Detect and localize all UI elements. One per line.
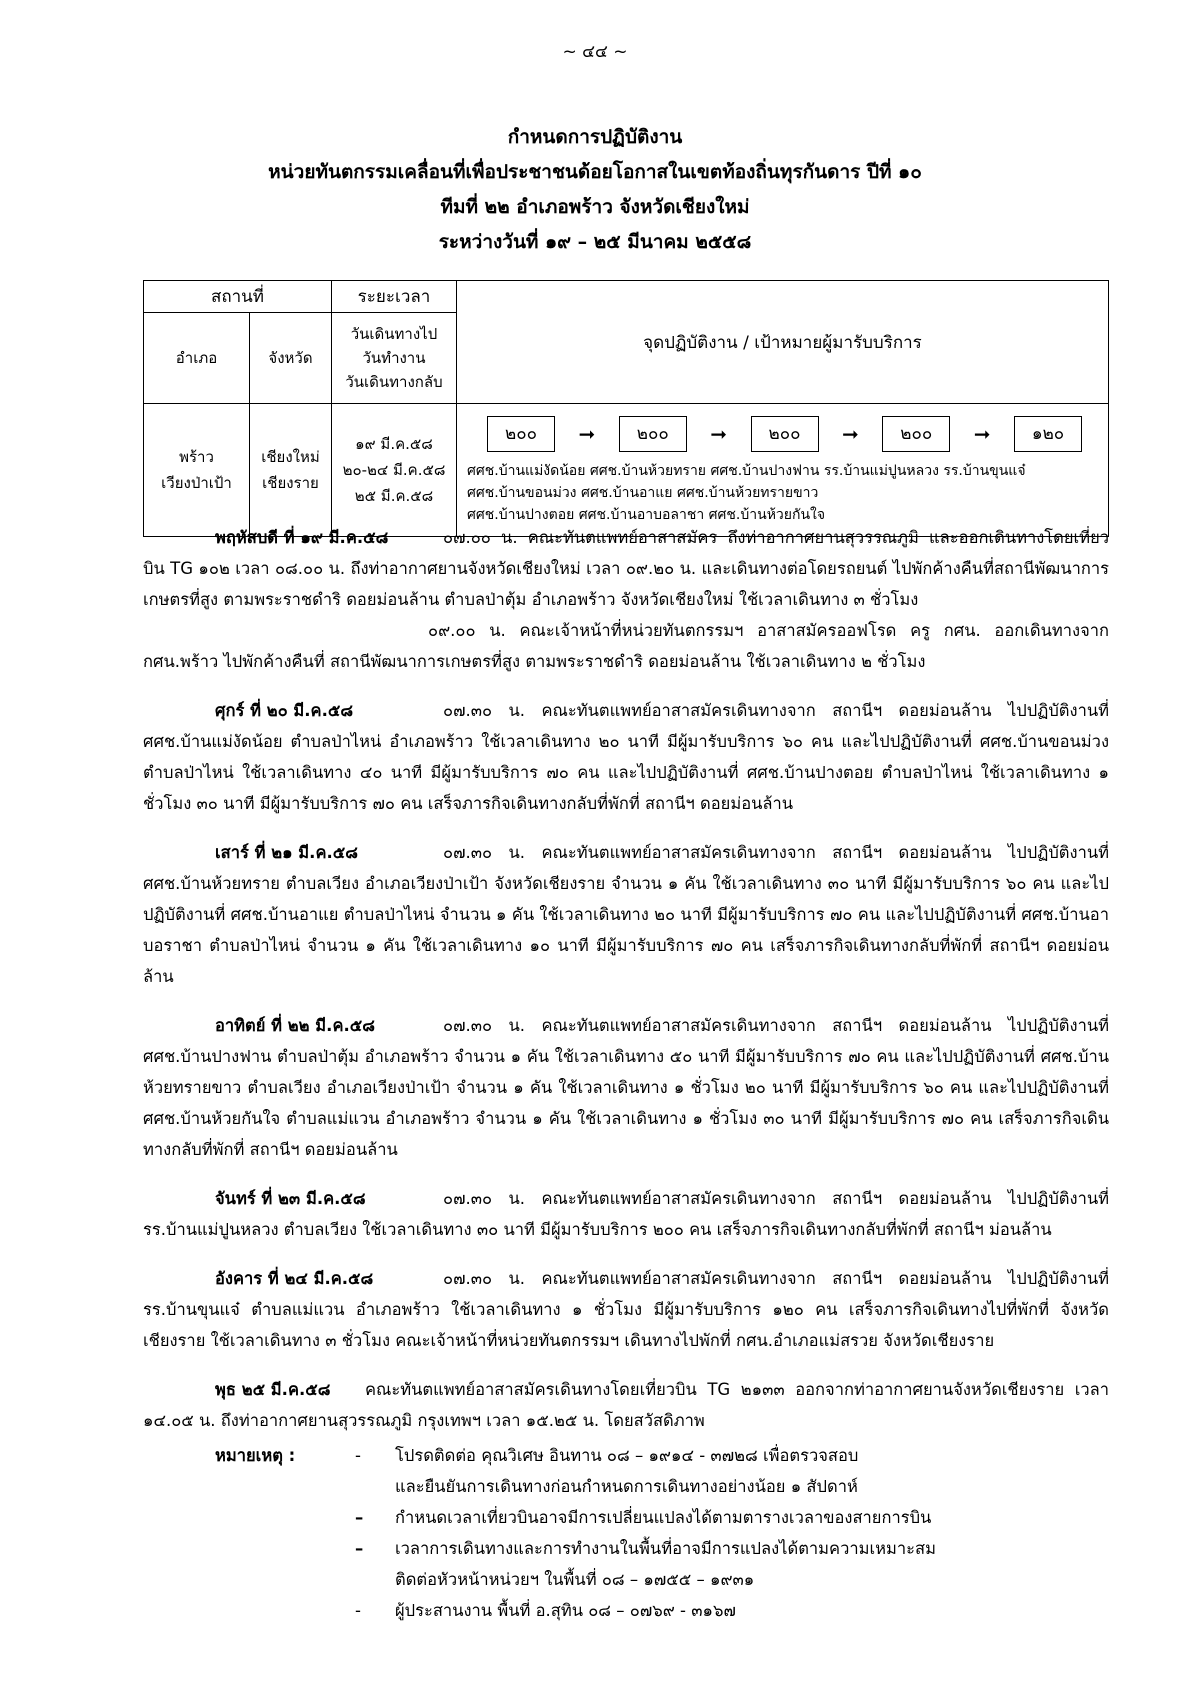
note-spacer (355, 1564, 395, 1595)
header-period: ระยะเวลา (332, 281, 457, 313)
right-arrow-icon: ➞ (710, 422, 727, 446)
note-row (215, 1564, 936, 1595)
header-place: สถานที่ (144, 281, 332, 313)
note-spacer (215, 1502, 355, 1533)
places-line-1: ศศช.บ้านแม่งัดน้อย ศศช.บ้านห้วยทราย ศศช.บ้านปางฟาน รร.บ้านแม่ปูนหลวง รร.บ้านขุนแจ๋ (467, 463, 1026, 479)
note-dash: – (355, 1508, 364, 1527)
notes-label: หมายเหตุ : (215, 1446, 296, 1465)
day-label: ศุกร์ ที่ ๒๐ มี.ค.๕๘ (215, 701, 354, 720)
note-row (215, 1533, 936, 1564)
right-arrow-icon: ➞ (578, 422, 596, 446)
province-1: เชียงใหม่ (261, 448, 320, 466)
note-dash: – (355, 1539, 364, 1558)
daily-schedule (143, 522, 1109, 1454)
note-1b: และยืนยันการเดินทางก่อนกำหนดการเดินทางอย่างน้อย ๑ สัปดาห์ (395, 1477, 858, 1496)
places-line-3: ศศช.บ้านปางตอย ศศช.บ้านอาบอลาชา ศศช.บ้านห้วยกันใจ (467, 507, 826, 523)
date-work: ๒๐-๒๔ มี.ค.๕๘ (342, 461, 446, 479)
note-spacer (215, 1595, 355, 1626)
note-spacer (215, 1471, 355, 1502)
date-travel-back: ๒๕ มี.ค.๕๘ (354, 487, 434, 505)
day-text: ๐๗.๐๐ น. คณะทันตแพทย์อาสาสมัคร ถึงท่าอากาศยานสุวรรณภูมิ และออกเดินทางโดยเที่ยวบิน TG ๑๐๒ เวลา ๐๘.๐๐ น. ถึงท่าอากาศยานจังหวัดเชียงใหม่ เวลา ๐๙.๒๐ น. และเดินทางต่อโดยรถยนต์ ไปพักค้างคืนที่สถานีพัฒนาการเกษตรที่สูง ตามพระราชดำริ ดอยม่อนล้าน ตำบลป่าตุ้ม อำเภอพร้าว จังหวัดเชียงใหม่ ใช้เวลาเดินทาง ๓ ชั่วโมง (143, 528, 1109, 609)
note-spacer (215, 1564, 355, 1595)
district-1: พร้าว (179, 448, 214, 466)
document-title (0, 120, 1190, 260)
day-label: เสาร์ ที่ ๒๑ มี.ค.๕๘ (215, 843, 358, 862)
page-number: ~ ๔๔ ~ (562, 42, 628, 62)
district-2: เวียงป่าเป้า (161, 474, 232, 492)
note-dash: - (355, 1446, 361, 1465)
target-flow (487, 416, 1082, 452)
day-label: พุธ ๒๕ มี.ค.๕๘ (215, 1380, 331, 1399)
day-entry (143, 1010, 1109, 1165)
header-target: จุดปฏิบัติงาน / เป้าหมายผู้มารับบริการ (457, 281, 1109, 404)
note-row (215, 1595, 936, 1626)
day-text: ๐๗.๓๐ น. คณะทันตแพทย์อาสาสมัครเดินทางจาก สถานีฯ ดอยม่อนล้าน ไปปฏิบัติงานที่ ศศช.บ้านแม่งัดน้อย ตำบลป่าไหน่ อำเภอพร้าว ใช้เวลาเดินทาง ๒๐ นาที มีผู้มารับบริการ ๖๐ คน และไปปฏิบัติงานที่ ศศช.บ้านขอนม่วง ตำบลป่าไหน่ ใช้เวลาเดินทาง ๔๐ นาที มีผู้มารับบริการ ๗๐ คน และไปปฏิบัติงานที่ ศศช.บ้านปางตอย ตำบลป่าไหน่ ใช้เวลาเดินทาง ๑ ชั่วโมง ๓๐ นาที มีผู้มารับบริการ ๗๐ คน เสร็จภารกิจเดินทางกลับที่พักที่ สถานีฯ ดอยม่อนล้าน (143, 701, 1109, 813)
notes-section (215, 1440, 936, 1626)
target-box: ๒๐๐ (487, 416, 555, 452)
title-line-2: หน่วยทันตกรรมเคลื่อนที่เพื่อประชาชนด้อยโอกาสในเขตท้องถิ่นทุรกันดาร ปีที่ ๑๐ (268, 161, 922, 183)
day-entry (143, 1263, 1109, 1356)
note-3a: เวลาการเดินทางและการทำงานในพื้นที่อาจมีการแปลงได้ตามความเหมาะสม (395, 1539, 936, 1558)
right-arrow-icon: ➞ (841, 422, 859, 446)
note-dash: - (355, 1601, 361, 1620)
title-line-3: ทีมที่ ๒๒ อำเภอพร้าว จังหวัดเชียงใหม่ (440, 196, 750, 218)
day-entry (143, 695, 1109, 819)
header-province: จังหวัด (250, 313, 332, 404)
header-travel-out: วันเดินทางไป (350, 325, 438, 343)
note-row (215, 1502, 936, 1533)
day-label: จันทร์ ที่ ๒๓ มี.ค.๕๘ (215, 1189, 366, 1208)
day-label: อาทิตย์ ที่ ๒๒ มี.ค.๕๘ (215, 1016, 375, 1035)
day-text: ๐๗.๓๐ น. คณะทันตแพทย์อาสาสมัครเดินทางจาก สถานีฯ ดอยม่อนล้าน ไปปฏิบัติงานที่ รร.บ้านแม่ปูนหลวง ตำบลเวียง ใช้เวลาเดินทาง ๓๐ นาที มีผู้มารับบริการ ๒๐๐ คน เสร็จภารกิจเดินทางกลับที่พักที่ สถานีฯ ม่อนล้าน (143, 1189, 1109, 1239)
cell-targets (457, 404, 1109, 537)
header-dates (332, 313, 457, 404)
day-entry-continued (143, 615, 1109, 677)
cell-dates (332, 404, 457, 537)
province-2: เชียงราย (262, 474, 319, 492)
cell-district (144, 404, 250, 537)
target-box: ๒๐๐ (751, 416, 819, 452)
title-line-4: ระหว่างวันที่ ๑๙ – ๒๕ มีนาคม ๒๕๕๘ (438, 231, 752, 253)
day-entry (143, 1183, 1109, 1245)
note-4: ผู้ประสานงาน พื้นที่ อ.สุทิน ๐๘ – ๐๗๖๙ - ๓๑๖๗ (395, 1601, 736, 1620)
day-entry (143, 1374, 1109, 1436)
note-3b: ติดต่อหัวหน้าหน่วยฯ ในพื้นที่ ๐๘ – ๑๗๕๕ – ๑๙๓๑ (395, 1570, 755, 1589)
day-text: ๐๗.๓๐ น. คณะทันตแพทย์อาสาสมัครเดินทางจาก สถานีฯ ดอยม่อนล้าน ไปปฏิบัติงานที่ ศศช.บ้านห้วยทราย ตำบลเวียง อำเภอเวียงป่าเป้า จังหวัดเชียงราย จำนวน ๑ คัน ใช้เวลาเดินทาง ๓๐ นาที มีผู้มารับบริการ ๖๐ คน และไปปฏิบัติงานที่ ศศช.บ้านอาแย ตำบลป่าไหน่ จำนวน ๑ คัน ใช้เวลาเดินทาง ๒๐ นาที มีผู้มารับบริการ ๗๐ คน และไปปฏิบัติงานที่ ศศช.บ้านอาบอราชา ตำบลป่าไหน่ จำนวน ๑ คัน ใช้เวลาเดินทาง ๑๐ นาที มีผู้มารับบริการ ๗๐ คน เสร็จภารกิจเดินทางกลับที่พักที่ สถานีฯ ดอยม่อนล้าน (143, 843, 1109, 986)
day-text: คณะทันตแพทย์อาสาสมัครเดินทางโดยเที่ยวบิน TG ๒๑๓๓ ออกจากท่าอากาศยานจังหวัดเชียงราย เวลา ๑๔.๐๕ น. ถึงท่าอากาศยานสุวรรณภูมิ กรุงเทพฯ เวลา ๑๕.๒๕ น. โดยสวัสดิภาพ (143, 1380, 1109, 1430)
day-entry (143, 837, 1109, 992)
header-district: อำเภอ (144, 313, 250, 404)
note-row (215, 1440, 936, 1471)
target-box: ๒๐๐ (619, 416, 687, 452)
note-2: กำหนดเวลาเที่ยวบินอาจมีการเปลี่ยนแปลงได้ตามตารางเวลาของสายการบิน (395, 1508, 932, 1527)
day-text: ๐๗.๓๐ น. คณะทันตแพทย์อาสาสมัครเดินทางจาก สถานีฯ ดอยม่อนล้าน ไปปฏิบัติงานที่ ศศช.บ้านปางฟาน ตำบลป่าตุ้ม อำเภอพร้าว จำนวน ๑ คัน ใช้เวลาเดินทาง ๕๐ นาที มีผู้มารับบริการ ๗๐ คน และไปปฏิบัติงานที่ ศศช.บ้านห้วยทรายขาว ตำบลเวียง อำเภอเวียงป่าเป้า จำนวน ๑ คัน ใช้เวลาเดินทาง ๑ ชั่วโมง ๒๐ นาที มีผู้มารับบริการ ๖๐ คน และไปปฏิบัติงานที่ ศศช.บ้านห้วยกันใจ ตำบลแม่แวน อำเภอพร้าว จำนวน ๑ คัน ใช้เวลาเดินทาง ๑ ชั่วโมง ๓๐ นาที มีผู้มารับบริการ ๗๐ คน เสร็จภารกิจเดินทางกลับที่พักที่ สถานีฯ ดอยม่อนล้าน (143, 1016, 1109, 1159)
right-arrow-icon: ➞ (973, 422, 991, 446)
day-label: พฤหัสบดี ที่ ๑๙ มี.ค.๕๘ (215, 528, 389, 547)
title-line-1: กำหนดการปฏิบัติงาน (507, 126, 683, 148)
cell-province (250, 404, 332, 537)
note-spacer (355, 1471, 395, 1502)
target-box: ๒๐๐ (882, 416, 950, 452)
date-travel-out: ๑๙ มี.ค.๕๘ (355, 435, 433, 453)
day-text-2: ๐๙.๐๐ น. คณะเจ้าหน้าที่หน่วยทันตกรรมฯ อาสาสมัครออฟโรด ครู กศน. ออกเดินทางจาก กศน.พร้าว ไปพักค้างคืนที่ สถานีพัฒนาการเกษตรที่สูง ตามพระราชดำริ ดอยม่อนล้าน ใช้เวลาเดินทาง ๒ ชั่วโมง (143, 621, 1109, 671)
schedule-table (143, 280, 1109, 537)
header-travel-back: วันเดินทางกลับ (345, 373, 443, 391)
places-line-2: ศศช.บ้านขอนม่วง ศศช.บ้านอาแย ศศช.บ้านห้วยทรายขาว (467, 485, 819, 501)
note-1a: โปรดติดต่อ คุณวิเศษ อินทาน ๐๘ – ๑๙๑๔ - ๓๗๒๘ เพื่อตรวจสอบ (395, 1446, 859, 1465)
day-entry (143, 522, 1109, 615)
header-work: วันทำงาน (362, 349, 426, 367)
day-text: ๐๗.๓๐ น. คณะทันตแพทย์อาสาสมัครเดินทางจาก สถานีฯ ดอยม่อนล้าน ไปปฏิบัติงานที่ รร.บ้านขุนแจ๋ ตำบลแม่แวน อำเภอพร้าว ใช้เวลาเดินทาง ๑ ชั่วโมง มีผู้มารับบริการ ๑๒๐ คน เสร็จภารกิจเดินทางไปที่พักที่ จังหวัดเชียงราย ใช้เวลาเดินทาง ๓ ชั่วโมง คณะเจ้าหน้าที่หน่วยทันตกรรมฯ เดินทางไปพักที่ กศน.อำเภอแม่สรวย จังหวัดเชียงราย (143, 1269, 1109, 1350)
note-row (215, 1471, 936, 1502)
target-box: ๑๒๐ (1014, 416, 1082, 452)
note-spacer (215, 1533, 355, 1564)
day-label: อังคาร ที่ ๒๔ มี.ค.๕๘ (215, 1269, 374, 1288)
